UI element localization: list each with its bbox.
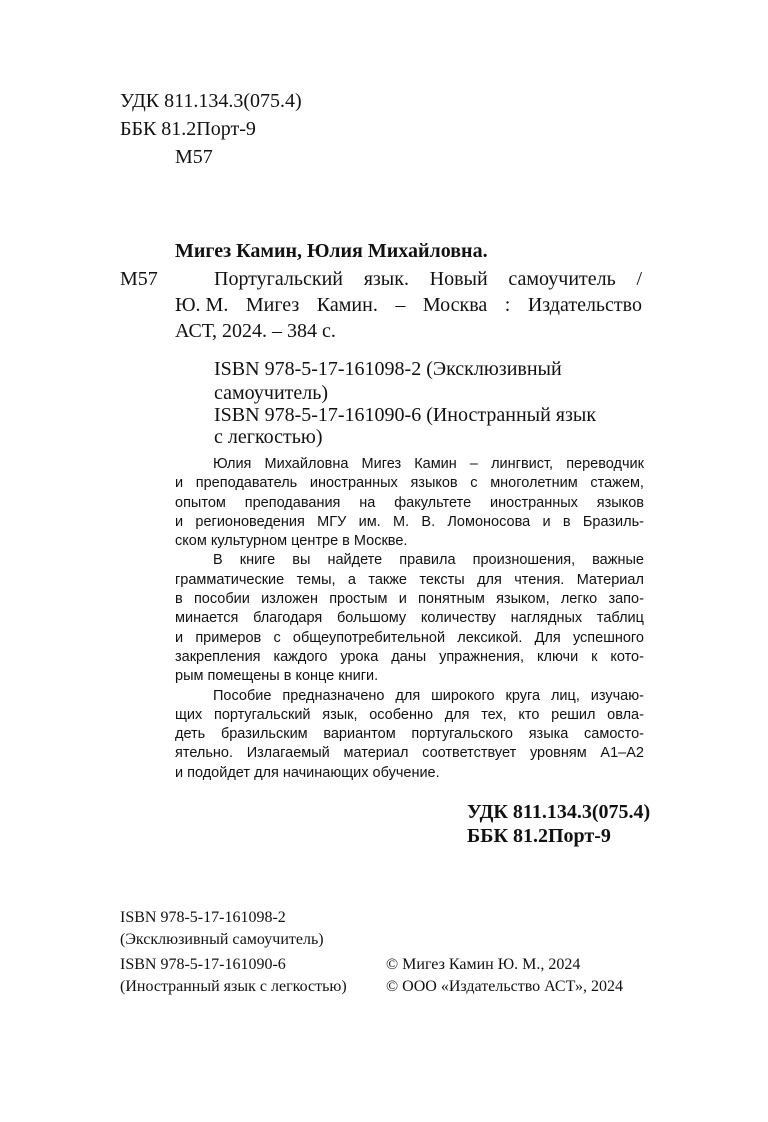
word: книге bbox=[239, 552, 276, 569]
isbn-line-4: с легкостью) bbox=[214, 426, 323, 448]
annotation-line bbox=[175, 609, 644, 628]
annotation-line: рым помещены в конце книги. bbox=[175, 668, 379, 685]
udk-code: УДК 811.134.3(075.4) bbox=[120, 90, 302, 112]
annotation-line bbox=[175, 629, 644, 648]
word: грамматические bbox=[175, 571, 285, 588]
copyright-author: © Мигез Камин Ю. М., 2024 bbox=[386, 956, 581, 973]
word: материал bbox=[343, 745, 409, 762]
footer-isbn-2: ISBN 978-5-17-161090-6 bbox=[120, 956, 286, 973]
word: примеров bbox=[195, 629, 262, 646]
word: особенно bbox=[369, 706, 434, 723]
word: предназначено bbox=[282, 687, 385, 704]
word: лингвист, bbox=[491, 456, 554, 472]
annotation-line bbox=[175, 744, 644, 763]
footer-isbn-2-series: (Иностранный язык с легкостью) bbox=[120, 978, 347, 995]
annotation-line bbox=[175, 706, 644, 725]
word: и bbox=[542, 513, 551, 530]
word: / bbox=[636, 268, 642, 290]
word: языка bbox=[528, 726, 569, 743]
word: ятельно. bbox=[175, 745, 234, 762]
word: деть bbox=[175, 726, 206, 743]
word: запо- bbox=[608, 591, 644, 608]
word: Для bbox=[534, 629, 561, 646]
word: Камин. bbox=[316, 294, 378, 316]
word: тексты bbox=[419, 571, 465, 588]
word: В. bbox=[421, 513, 436, 530]
word: бразильским bbox=[220, 726, 308, 743]
word: в bbox=[562, 513, 571, 530]
word: произношения, bbox=[472, 552, 576, 569]
word: изложен bbox=[261, 591, 318, 608]
word: языком, bbox=[496, 591, 550, 608]
word: круга bbox=[505, 687, 541, 704]
word: Издательство bbox=[527, 294, 642, 316]
word: : bbox=[504, 294, 511, 316]
word: решил bbox=[551, 706, 596, 723]
word: Мигез bbox=[245, 294, 300, 316]
word: понятным bbox=[418, 591, 485, 608]
word: и bbox=[175, 629, 184, 646]
word: языков bbox=[596, 494, 644, 511]
word: овла- bbox=[607, 706, 644, 723]
word: самоучитель bbox=[508, 268, 616, 290]
word: Пособие bbox=[213, 687, 272, 704]
description-line-3: АСТ, 2024. – 384 с. bbox=[175, 320, 336, 342]
annotation-line: ском культурном центре в Москве. bbox=[175, 533, 408, 550]
word: большому bbox=[337, 610, 407, 627]
word: благодаря bbox=[253, 610, 323, 627]
word: каждого bbox=[273, 648, 328, 665]
word: ключи bbox=[536, 648, 579, 665]
annotation-line bbox=[175, 725, 644, 744]
word: Ю. М. bbox=[175, 294, 229, 316]
word: щих bbox=[175, 706, 203, 723]
word: преподаватель bbox=[195, 475, 298, 492]
word: иностранных bbox=[309, 475, 398, 492]
isbn-line-2: самоучитель) bbox=[214, 382, 329, 404]
word: в bbox=[175, 591, 183, 608]
word: португальского bbox=[411, 726, 513, 743]
word: с bbox=[470, 475, 478, 492]
word: пособии bbox=[193, 591, 250, 608]
word: М. bbox=[393, 513, 410, 530]
annotation-line bbox=[213, 455, 644, 474]
word: широкого bbox=[431, 687, 495, 704]
word: для bbox=[444, 706, 470, 723]
footer-isbn-1: ISBN 978-5-17-161098-2 bbox=[120, 909, 286, 926]
word: также bbox=[368, 571, 407, 588]
word: A1–A2 bbox=[600, 745, 644, 762]
annotation-line bbox=[175, 648, 644, 667]
word: темы, bbox=[296, 571, 336, 588]
word: и bbox=[175, 513, 184, 530]
word: Москва bbox=[422, 294, 488, 316]
word: успешного bbox=[572, 629, 644, 646]
word: переводчик bbox=[566, 456, 644, 472]
word: им. bbox=[358, 513, 381, 530]
word: и bbox=[398, 591, 407, 608]
annotation-line bbox=[175, 513, 644, 532]
word: вариантом bbox=[323, 726, 396, 743]
word: даны bbox=[391, 648, 427, 665]
word: лексикой. bbox=[457, 629, 523, 646]
word: Излагаемый bbox=[246, 745, 330, 762]
word: Португальский bbox=[214, 268, 344, 290]
word: преподавания bbox=[244, 494, 341, 511]
word: Материал bbox=[576, 571, 644, 588]
word: Юлия bbox=[213, 456, 252, 472]
word: важные bbox=[592, 552, 644, 569]
author-mark-top: М57 bbox=[175, 146, 213, 168]
word: кто bbox=[518, 706, 540, 723]
word: Мигез bbox=[361, 456, 402, 472]
word: регионоведения bbox=[195, 513, 305, 530]
word: МГУ bbox=[317, 513, 347, 530]
annotation-line bbox=[213, 551, 644, 570]
word: самосто- bbox=[584, 726, 644, 743]
word: закрепления bbox=[175, 648, 261, 665]
word: на bbox=[359, 494, 376, 511]
word: тех, bbox=[481, 706, 507, 723]
word: количеству bbox=[420, 610, 496, 627]
word: для bbox=[395, 687, 421, 704]
word: иностранных bbox=[490, 494, 578, 511]
word: вы bbox=[292, 552, 311, 569]
word: – bbox=[395, 294, 406, 316]
word: минается bbox=[175, 610, 239, 627]
udk-code-bottom: УДК 811.134.3(075.4) bbox=[467, 801, 651, 823]
word: упражнения, bbox=[439, 648, 525, 665]
isbn-line-1: ISBN 978-5-17-161098-2 (Эксклюзивный bbox=[214, 358, 562, 380]
word: факультете bbox=[394, 494, 472, 511]
annotation-line bbox=[175, 474, 644, 493]
word: – bbox=[469, 456, 478, 472]
word: Камин bbox=[414, 456, 457, 472]
word: языков bbox=[410, 475, 458, 492]
annotation-line: и подойдет для начинающих обучение. bbox=[175, 764, 440, 781]
word: к bbox=[591, 648, 598, 665]
word: язык, bbox=[322, 706, 358, 723]
word: таблиц bbox=[596, 610, 644, 627]
word: португальский bbox=[213, 706, 311, 723]
word: Новый bbox=[429, 268, 488, 290]
word: для bbox=[477, 571, 502, 588]
annotation-line bbox=[213, 687, 644, 706]
word: с bbox=[273, 629, 281, 646]
word: уровням bbox=[529, 745, 587, 762]
annotation-line bbox=[175, 590, 644, 609]
annotation bbox=[175, 455, 644, 783]
word: соответствует bbox=[422, 745, 517, 762]
author-mark: М57 bbox=[120, 268, 158, 290]
word: многолетним bbox=[490, 475, 578, 492]
word: урока bbox=[340, 648, 379, 665]
word: лиц, bbox=[550, 687, 580, 704]
word: а bbox=[347, 571, 356, 588]
word: легко bbox=[560, 591, 598, 608]
bbk-code-bottom: ББК 81.2Порт-9 bbox=[467, 825, 611, 847]
word: Бразиль- bbox=[582, 513, 644, 530]
word: Михайловна bbox=[264, 456, 349, 472]
isbn-line-3: ISBN 978-5-17-161090-6 (Иностранный язык bbox=[214, 404, 597, 426]
word: кото- bbox=[610, 648, 644, 665]
annotation-line bbox=[175, 571, 644, 590]
word: найдете bbox=[327, 552, 383, 569]
word: простым bbox=[329, 591, 388, 608]
word: В bbox=[213, 552, 223, 569]
word: язык. bbox=[363, 268, 409, 290]
word: опытом bbox=[175, 494, 226, 511]
word: Ломоносова bbox=[447, 513, 531, 530]
word: общеупотребительной bbox=[292, 629, 446, 646]
annotation-line bbox=[175, 494, 644, 513]
bbk-code: ББК 81.2Порт-9 bbox=[120, 118, 256, 140]
word: стажем, bbox=[590, 475, 644, 492]
word: наглядных bbox=[510, 610, 583, 627]
copyright-publisher: © ООО «Издательство АСТ», 2024 bbox=[386, 978, 623, 995]
word: изучаю- bbox=[590, 687, 644, 704]
word: правила bbox=[399, 552, 456, 569]
word: и bbox=[175, 475, 184, 492]
footer-isbn-1-series: (Эксклюзивный самоучитель) bbox=[120, 931, 324, 948]
author-heading: Мигез Камин, Юлия Михайловна. bbox=[175, 240, 488, 262]
word: чтения. bbox=[514, 571, 565, 588]
